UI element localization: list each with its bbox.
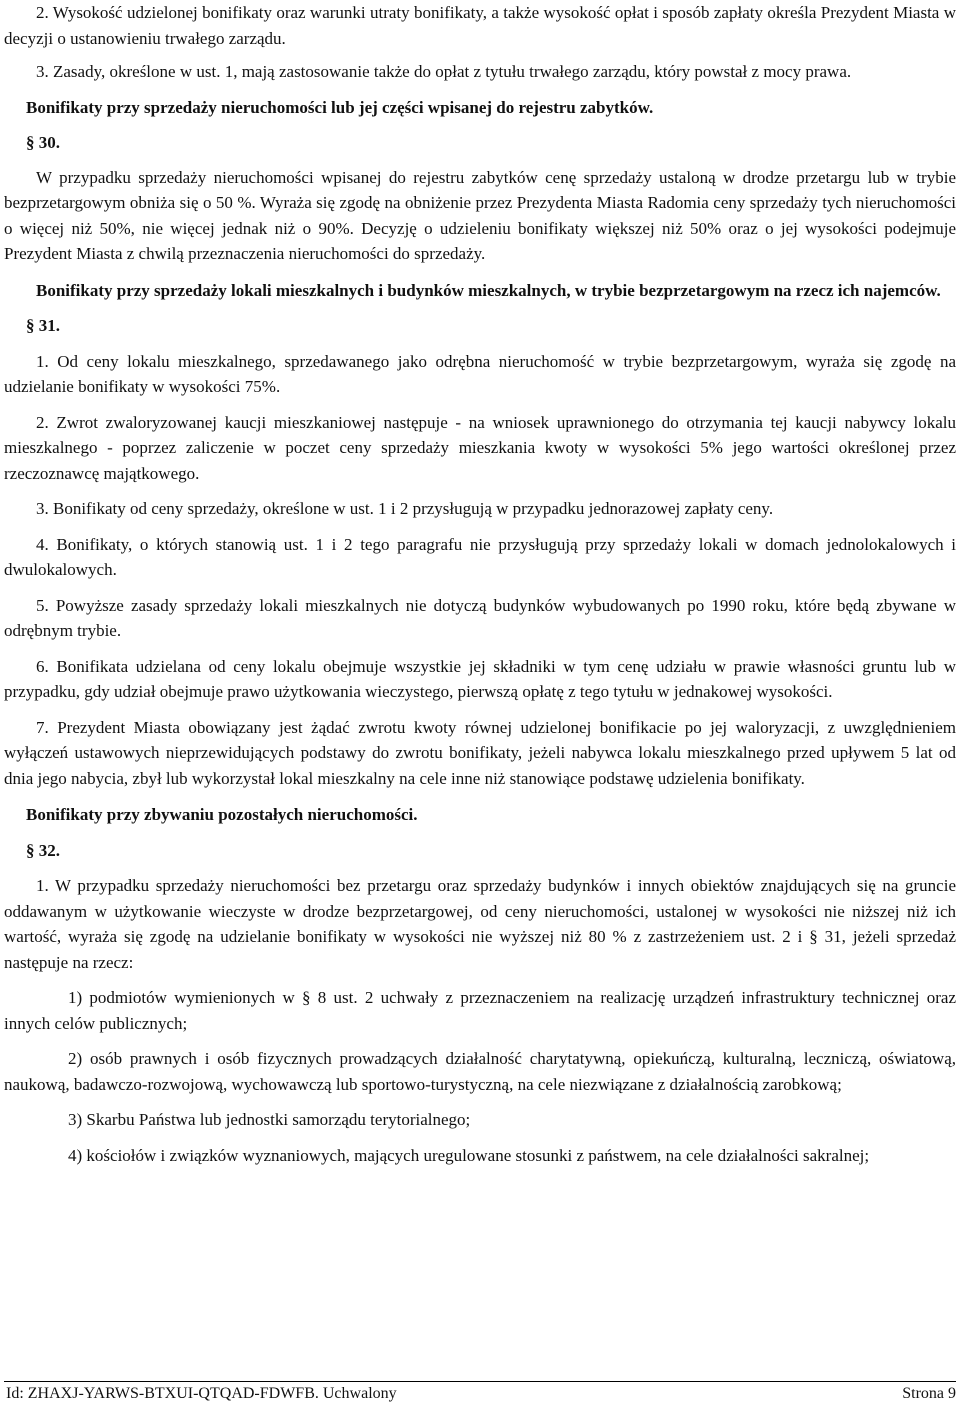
paragraph-31-3: 3. Bonifikaty od ceny sprzedaży, określone w ust. 1 i 2 przysługują w przypadku jednorazowej zapłaty ceny.: [36, 499, 774, 518]
list-item-32-1-4: 4) kościołów i związków wyznaniowych, mających uregulowane stosunki z państwem, na cele działalności sakralnej;: [68, 1145, 870, 1165]
document-body: [4, 0, 956, 1168]
list-item-32-1-3: 3) Skarbu Państwa lub jednostki samorządu terytorialnego;: [68, 1110, 471, 1129]
list-item-32-1-1: 1) podmiotów wymienionych w § 8 ust. 2 uchwały z przeznaczeniem na realizację urządzeń infrastruktury technicznej oraz innych celów publicznych;: [4, 988, 956, 1033]
paragraph-31-7: 7. Prezydent Miasta obowiązany jest żądać zwrotu kwoty równej udzielonej bonifikacie po jej waloryzacji, z uwzględnieniem wyłączeń ustawowych nieprzewidujących podstawy do zwrotu bonifikaty, jeżeli nabywca lokalu mieszkalnego przed upływem 5 lat od dnia jego nabycia, zbył lub wykorzystał lokal mieszkalny na cele inne niż stanowiące podstawę udzielenia bonifikaty.: [4, 717, 956, 788]
paragraph-31-5: 5. Powyższe zasady sprzedaży lokali mieszkalnych nie dotyczą budynków wybudowanych po 1990 roku, które będą zbywane w odrębnym trybie.: [4, 595, 956, 640]
heading-pozostale: Bonifikaty przy zbywaniu pozostałych nieruchomości.: [26, 805, 418, 824]
paragraph-31-1: 1. Od ceny lokalu mieszkalnego, sprzedawanego jako odrębna nieruchomość w trybie bezprzetargowym, wyraża się zgodę na udzielanie bonifikaty w wysokości 75%.: [4, 351, 956, 396]
page-footer: [4, 1381, 956, 1406]
heading-lokale: Bonifikaty przy sprzedaży lokali mieszkalnych i budynków mieszkalnych, w trybie bezprzetargowym na rzecz ich najemców.: [36, 280, 941, 300]
section-31: § 31.: [26, 316, 60, 335]
paragraph-2: 2. Wysokość udzielonej bonifikaty oraz warunki utraty bonifikaty, a także wysokość opłat i sposób zapłaty określa Prezydent Miasta w decyzji o ustanowieniu trwałego zarządu.: [4, 3, 956, 48]
section-32: § 32.: [26, 840, 60, 860]
paragraph-31-2: 2. Zwrot zwaloryzowanej kaucji mieszkaniowej następuje - na wniosek uprawnionego do otrzymania tej kaucji nabywcy lokalu mieszkalnego - poprzez zaliczenie w poczet ceny sprzedaży mieszkania kwoty w wysokości 5% jego wartości określonej przez rzeczoznawcę majątkowego.: [4, 412, 956, 483]
heading-zabytki: Bonifikaty przy sprzedaży nieruchomości lub jej części wpisanej do rejestru zabytków.: [26, 97, 654, 117]
list-item-32-1-2: 2) osób prawnych i osób fizycznych prowadzących działalność charytatywną, opiekuńczą, kulturalną, leczniczą, oświatową, naukową, badawczo-rozwojową, wychowawczą lub sportowo-turystyczną, na cele niezwiązane z działalnością zarobkową;: [4, 1049, 956, 1094]
paragraph-31-6: 6. Bonifikata udzielana od ceny lokalu obejmuje wszystkie jej składniki w tym cenę udziału w prawie własności gruntu lub w przypadku, gdy udział obejmuje prawo użytkowania wieczystego, pierwszą opłatę z tego tytułu w jednakowej wysokości.: [4, 656, 956, 701]
page-number: Strona 9: [902, 1385, 956, 1402]
paragraph-3: 3. Zasady, określone w ust. 1, mają zastosowanie także do opłat z tytułu trwałego zarządu, który powstał z mocy prawa.: [36, 62, 852, 81]
section-30: § 30.: [26, 133, 60, 152]
paragraph-31-4: 4. Bonifikaty, o których stanowią ust. 1 i 2 tego paragrafu nie przysługują przy sprzedaży lokali w domach jednolokalowych i dwulokalowych.: [4, 534, 956, 579]
paragraph-32-1: 1. W przypadku sprzedaży nieruchomości bez przetargu oraz sprzedaży budynków i innych obiektów znajdujących się na gruncie oddawanym w użytkowanie wieczyste w drodze bezprzetargowej, od ceny nieruchomości, ustalonej w wysokości nie niższej niż ich wartość, wyraża się zgodę na udzielanie bonifikaty w wysokości nie wyższej niż 80 % z zastrzeżeniem ust. 2 i § 31, jeżeli sprzedaż następuje na rzecz:: [4, 876, 956, 972]
paragraph-section-30: W przypadku sprzedaży nieruchomości wpisanej do rejestru zabytków cenę sprzedaży ustaloną w drodze przetargu lub w trybie bezprzetargowym obniża się o 50 %. Wyraża się zgodę na obniżenie przez Prezydenta Miasta Radomia ceny sprzedaży tych nieruchomości o więcej niż 50%, nie więcej jednak niż o 90%. Decyzję o udzieleniu bonifikaty większej niż 50% oraz o jej wysokości podejmuje Prezydent Miasta z chwilą przeznaczenia nieruchomości do sprzedaży.: [4, 167, 956, 263]
document-id: Id: ZHAXJ-YARWS-BTXUI-QTQAD-FDWFB. Uchwalony: [6, 1385, 397, 1402]
